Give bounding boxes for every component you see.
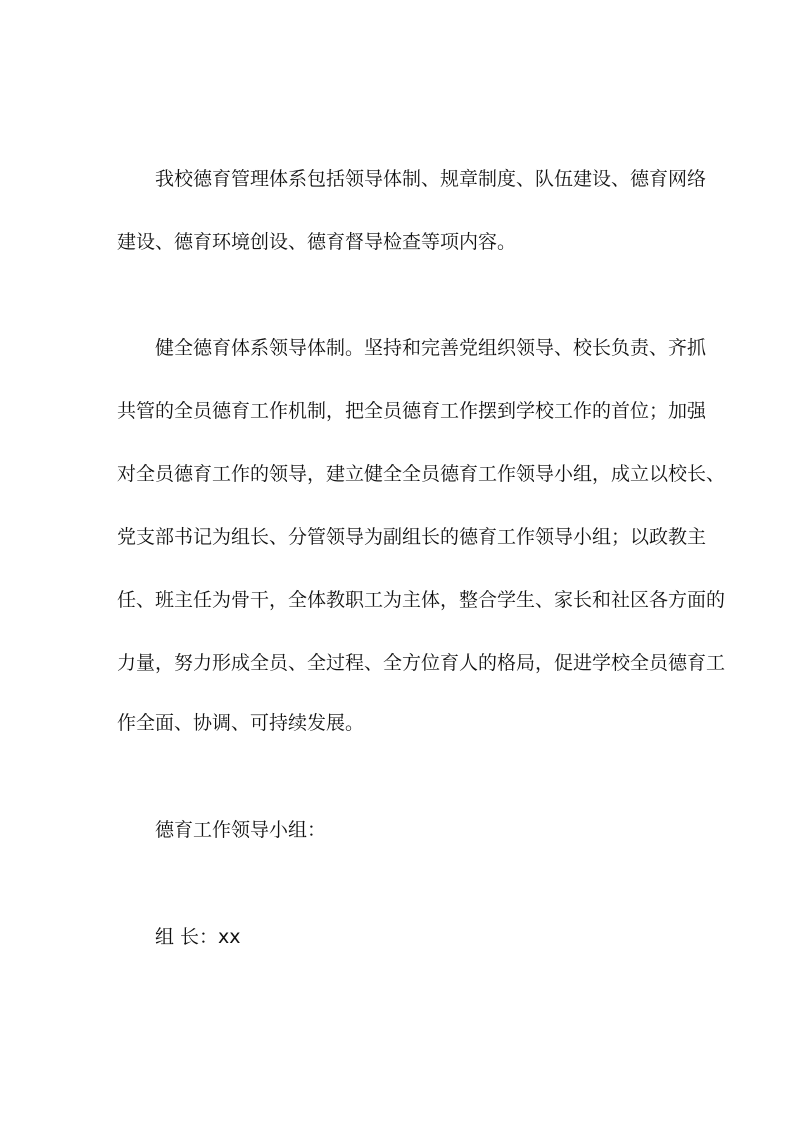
paragraph-2-line-5: 任、班主任为骨干，全体教职工为主体，整合学生、家长和社区各方面的	[117, 589, 726, 611]
paragraph-2-line-6: 力量，努力形成全员、全过程、全方位育人的格局，促进学校全员德育工	[117, 652, 726, 674]
paragraph-2-line-1: 健全德育体系领导体制。坚持和完善党组织领导、校长负责、齐抓	[155, 337, 707, 359]
group-leader-line: 组 长：xx	[155, 926, 241, 948]
paragraph-2-line-7: 作全面、协调、可持续发展。	[117, 712, 365, 734]
paragraph-2-line-2: 共管的全员德育工作机制，把全员德育工作摆到学校工作的首位；加强	[117, 400, 707, 422]
paragraph-1-line-2: 建设、德育环境创设、德育督导检查等项内容。	[117, 231, 517, 253]
paragraph-1-line-1: 我校德育管理体系包括领导体制、规章制度、队伍建设、德育网络	[155, 168, 707, 190]
paragraph-2-line-3: 对全员德育工作的领导，建立健全全员德育工作领导小组，成立以校长、	[117, 463, 726, 485]
leadership-group-heading: 德育工作领导小组：	[155, 819, 327, 841]
paragraph-2-line-4: 党支部书记为组长、分管领导为副组长的德育工作领导小组；以政教主	[117, 526, 707, 548]
